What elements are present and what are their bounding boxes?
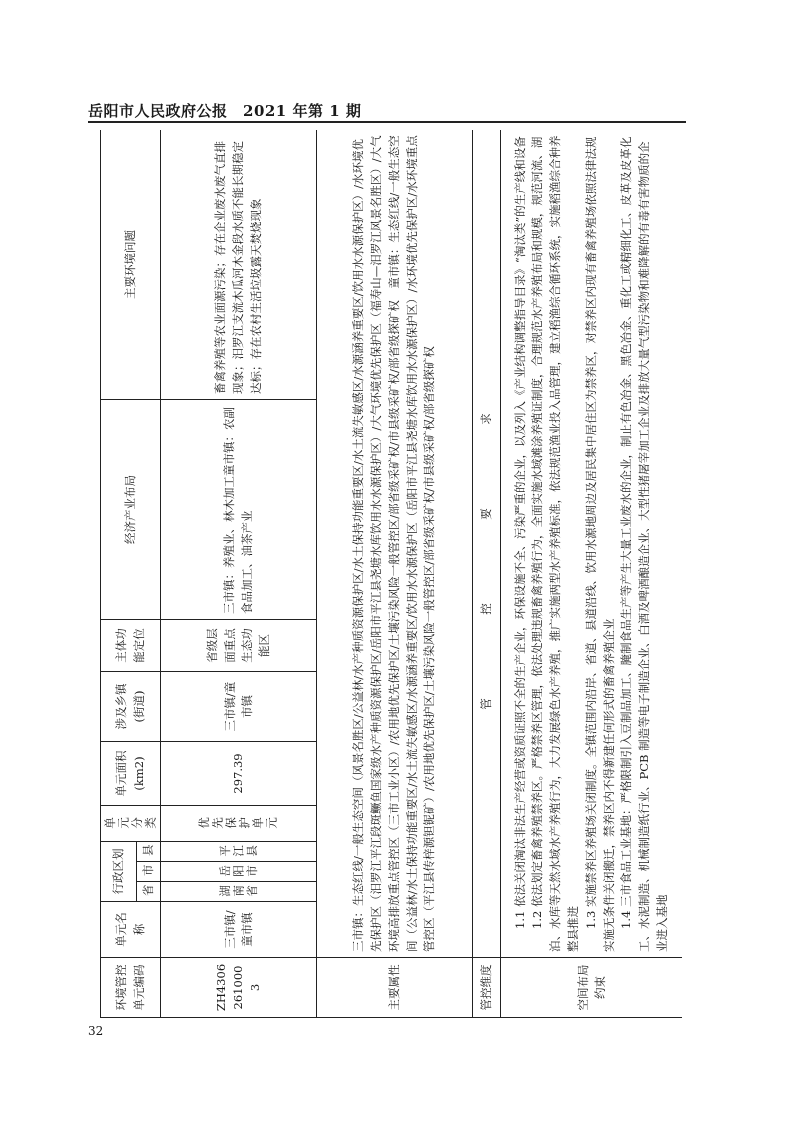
cell-county: 平江县 <box>161 842 317 862</box>
attributes-text: 三市镇：生态红线/一般生态空间（风景名胜区/公益林/水产种质资源保护区/水土保持功能重要区/水土流失敏感区/水源涵养重要区/饮用水水源保护区）/水环境优先保护区（汨罗江平江段斑鳜鱼国家级水产种质资源保护区/岳阳市平江县尧塘水库饮用水水源保护区）/大气环境优先保护区（福寿山—汨罗江风景名胜区）/大气环境高排放重点管控区（三市工业小区）/农用地优先保护区/土壤污染风险一般管控区/部省级采矿权/市县级采矿权/部省级探矿权 童市镇：生态红线/一般生态空间（公益林/水土保持功能重要区/水土流失敏感区/水源涵养重要区/饮用水水源保护区（岳阳市平江县尧塘水库饮用水水源保护区）/水环境优先保护区/水环境重点管控区（平江县传梓源钽铌矿）/农用地优先保护区/土壤污染风险一般管控区/部省级采矿权/市县级采矿权/部省级探矿权 <box>317 130 473 958</box>
header-code: 环境管控单元编码 <box>101 958 161 1018</box>
header-county: 县 <box>137 842 161 862</box>
header-city: 市 <box>137 862 161 882</box>
attributes-label: 主要属性 <box>317 958 473 1018</box>
header-problems: 主要环境问题 <box>101 130 161 400</box>
cell-function: 省级层面重点生态功能区 <box>161 620 317 672</box>
header-rule <box>88 121 686 123</box>
header-province: 省 <box>137 882 161 902</box>
header-area: 单元面积(km2) <box>101 742 161 806</box>
requirement-item: 1.4 三市食品工业基地：严格限制引入豆制品加工、腌制食品生产等产生大量工业废水的企业，制止有色冶金、黑色冶金、重化工或精细化工、皮革及皮革化工、水泥制造、机械制造纸行业、PCB 制造等电子制造企业、白酒及啤酒酿造企业、大型性猪屠宰加工企业及排放大量气型污染物和难降解的有毒有害物质的企业进入基地 <box>619 136 670 952</box>
page-header-title: 岳阳市人民政府公报 2021 年第 1 期 <box>88 102 362 120</box>
cell-area: 297.39 <box>161 742 317 806</box>
requirement-item: 1.2 依法划定畜禽养殖禁养区。严格禁养区管理，依法处理违规畜禽养殖行为，全面实施水域滩涂养殖证制度，合理规范水产养殖布局和规模，规范河流、湖泊、水库等天然水域水产养殖行为，大力发展绿色水产养殖，推广实施两型水产养殖标准，依法规范渔业投入品管理，建立稻渔综合循环系统，实施稻渔综合种养整县推进 <box>530 135 581 952</box>
header-category: 单元分类 <box>101 806 161 842</box>
spatial-requirements <box>501 130 682 958</box>
header-name: 单元名称 <box>101 902 161 958</box>
requirement-item: 1.3 实施禁养区养殖场关闭制度。全镇范围内沿岸、省道、县道沿线、饮用水源地周边及居民集中居住区为禁养区，对禁养区内现有畜禽养殖场依照法律法规实施无条件关闭搬迁，禁养区内不得新建任何形式的畜禽养殖企业 <box>583 136 616 952</box>
spatial-label: 空间布局约束 <box>501 958 682 1018</box>
cell-code: ZH43062610003 <box>161 958 317 1018</box>
cell-towns: 三市镇/童市镇 <box>161 672 317 742</box>
table-row <box>161 130 317 1018</box>
control-requirements-label: 管 控 要 求 <box>473 130 501 958</box>
control-header-row <box>473 130 501 1018</box>
control-dimension-label: 管控维度 <box>473 958 501 1018</box>
header-region: 行政区划 <box>101 842 137 902</box>
table-header-row <box>101 130 137 1018</box>
cell-category: 优先保护单元 <box>161 806 317 842</box>
page-number: 32 <box>88 1024 104 1038</box>
attributes-row <box>317 130 473 1018</box>
cell-economy: 三市镇：养殖业、林木加工童市镇：农副食品加工、油茶产业 <box>161 400 317 620</box>
cell-province: 湖南省 <box>161 882 317 902</box>
table-container <box>100 130 682 1018</box>
spatial-constraint-row <box>501 130 682 1018</box>
cell-name: 三市镇/童市镇 <box>161 902 317 958</box>
header-function: 主体功能定位 <box>101 620 161 672</box>
cell-problems: 畜禽养殖等农业面源污染；存在企业废水废气直排现象；汨罗江支流木瓜河木金段水质不能长期稳定达标；存在农村生活垃圾露天焚烧现象 <box>161 130 317 400</box>
environmental-control-table <box>100 130 682 1018</box>
cell-city: 岳阳市 <box>161 862 317 882</box>
requirement-item: 1.1 依法关闭淘汰非法生产经营或资质证照不全的生产企业，环保设施不全、污染严重的企业，以及列入《产业结构调整指导目录》“淘汰类”的生产线和设备 <box>512 136 527 929</box>
header-economy: 经济产业布局 <box>101 400 161 620</box>
header-towns: 涉及乡镇(街道) <box>101 672 161 742</box>
